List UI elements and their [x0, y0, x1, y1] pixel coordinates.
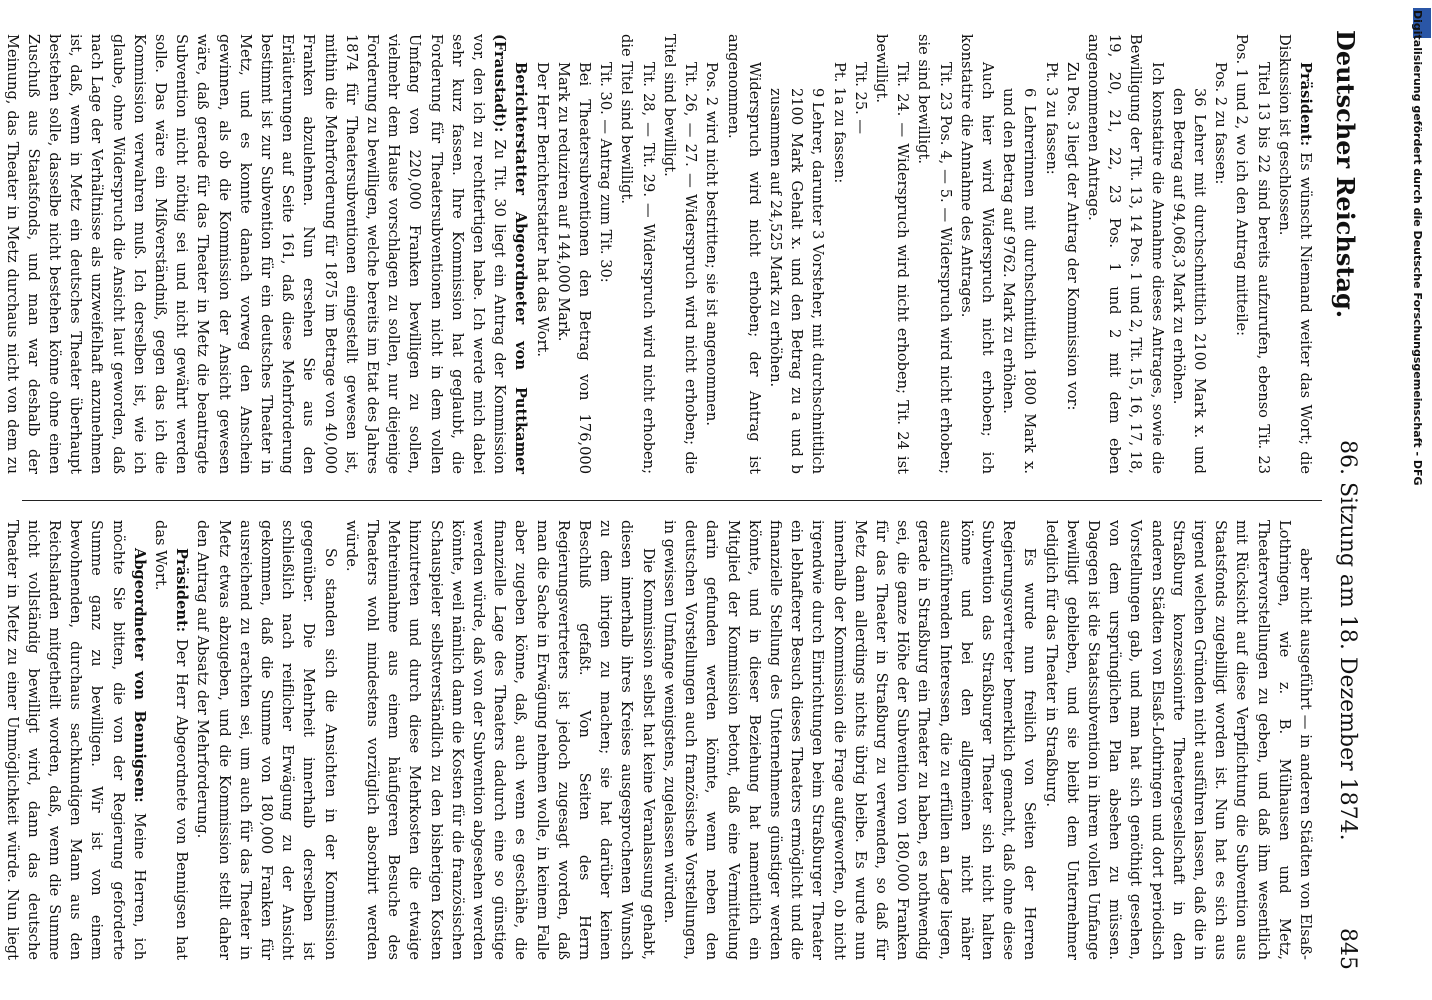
paragraph	[659, 34, 701, 474]
speaker-name: Berichterstatter Abgeordneter von Puttkamer (Fraustadt):	[491, 34, 530, 474]
paragraph	[701, 34, 722, 474]
paragraph-text: 6 Lehrerinnen mit durchschnittlich 1800 Mark x. und den Betrag auf 9762. Mark zu erhöhen.	[1000, 88, 1039, 474]
paragraph	[1210, 34, 1231, 474]
paragraph-text: Es wünscht Niemand weiter das Wort; die Diskussion ist geschlossen.	[1275, 34, 1314, 474]
paragraph	[765, 34, 829, 474]
paragraph	[1274, 34, 1316, 474]
paragraph-text: Tit. 26, — 27. — Widerspruch wird nicht erhoben; die Titel sind bewilligt.	[660, 34, 700, 474]
paragraph-text: Tit. 25. —	[851, 62, 869, 134]
paragraph	[341, 520, 659, 960]
paragraph	[871, 34, 913, 474]
paragraph-text: So standen sich die Ansichten in der Kommission gegenüber. Die Mehrheit innerhalb derselben ist schließlich nach reiflicher Erwägung zu der Ansicht gekommen, daß die Summe von 180,000 Franken für ausreichend zu erachten sei, um auch für das Theater in Metz etwas abzugeben, und die Kommission stellt daher den Antrag auf Absatz der Mehrforderung.	[194, 520, 339, 960]
column-divider	[22, 500, 1322, 501]
paragraph	[1062, 34, 1083, 474]
paragraph	[0, 34, 531, 474]
paragraph-text: Titel 13 bis 22 sind bereits aufzurufen, ebenso Tit. 23 Pos. 1 und 2, wo ich den Antrag mitteile:	[1233, 34, 1272, 474]
paragraph-text: Ich konstatire die Annahme dieses Antrages, sowie die Bewilligung der Tit. 13, 14 Pos. 1 und 2, Tit. 15, 16, 17, 18, 19, 20, 21, 22, 23 Pos. 1 und 2 mit dem eben angenommenen Antrage.	[1084, 34, 1166, 474]
speaker-name: Abgeordneter von Bennigsen:	[130, 548, 148, 803]
paragraph-text: Pos. 2 zu fassen:	[1212, 62, 1230, 185]
paragraph-text: Der Herr Berichterstatter hat das Wort.	[533, 62, 551, 358]
paragraph-text: Auch hier wird Widerspruch nicht erhoben; ich konstatire die Annahme des Antrages.	[957, 34, 996, 474]
paragraph	[1231, 34, 1273, 474]
session-title: 86. Sitzung am 18. Dezember 1874.	[1335, 440, 1360, 841]
paragraph-text: 36 Lehrer mit durchschnittlich 2100 Mark x. und den Betrag auf 94,068,3 Mark zu erhöhen.	[1169, 88, 1208, 474]
left-column	[3, 34, 1316, 474]
paragraph-text: Meine Herren, ich möchte Sie bitten, die von der Regierung geforderte Summe ganz zu bewilligen. Wir ist von einem bewohnenden, durchaus sachkundigen Mann aus den Reichslanden mitgetheilt worden, daß, wenn die Summe nicht vollständig bewilligt wird, dann das deutsche Theater in Metz zu einer Unmöglichkeit würde. Nun liegt	[3, 520, 148, 960]
paragraph-text: Tit. 24. — Widerspruch wird nicht erhoben; Tit. 24 ist bewilligt.	[872, 34, 912, 474]
publication-title: Deutscher Reichstag.	[1331, 30, 1360, 319]
paragraph	[531, 34, 552, 474]
paragraph-text: Zu Tit. 30 liegt ein Antrag der Kommission vor, den ich zu rechtfertigen habe. Ich werde mich dabei sehr kurz fassen. Ihre Kommission hat geglaubt, die Forderung für Theatersubventionen nicht in dem vollen Umfang von 220,000 Franken bewilligen zu sollen, vielmehr dem Hause vorschlagen zu sollen, nur diejenige Forderung zu bewilligen, welche bereits im Etat des Jahres 1874 für Theatersubventionen eingestellt gewesen ist, mithin die Mehrforderung für 1875 im Betrage von 40,000 Franken abzulehnen. Nun ersehen Sie aus den Erläuterungen auf Seite 161, daß diese Mehrforderung bestimmt ist zur Subvention für ein deutsches Theater in Metz, und es konnte danach vorweg den Anschein gewinnen, als ob die Kommission der Ansicht gewesen wäre, daß gerade für das Theater in Metz die beantragte Subvention nicht nöthig sei und nicht gewährt werden solle. Das wäre ein Mißverständniß, gegen das ich die Kommission verwahren muß. Ich derselben ist, wie ich glaube, ohne Widerspruch die Ansicht laut geworden, daß nach Lage der Verhältnisse als unzweifelhaft anzunehmen ist, daß, wenn in Metz ein deutsches Theater überhaupt bestehen solle, dasselbe nicht bestehen könne ohne einen Zuschuß aus Staatsfonds, und man war deshalb der Meinung, das Theater in Metz durchaus nicht von dem zu	[3, 34, 509, 474]
paragraph	[1083, 34, 1168, 474]
paragraph-text: aber nicht ausgeführt — in anderen Städten von Elsaß-Lothringen, wie z. B. Mülhausen und Metz, Theatervorstellungen zu geben, und daß ihm wesentlich mit Rücksicht auf diese Verpflichtung die Subvention aus Staatsfonds zugebilligt worden ist. Nun hat es sich aus irgend welchen Gründen nicht ausführen lassen, daß die in Straßburg konzessionirte Theatergesellschaft in den anderen Städten von Elsaß-Lothringen und dort periodisch Vorstellungen gab, und man hat sich genöthigt gesehen, von dem ursprünglichen Plan absehen zu müssen. Dagegen ist die Staatssubvention in ihrem vollen Umfange bewilligt geblieben, und sie bleibt dem Unternehmer lediglich für das Theater in Straßburg.	[1042, 520, 1314, 960]
paragraph	[616, 34, 658, 474]
paragraph	[913, 34, 955, 474]
paragraph-text: 9 Lehrer, darunter 3 Vorsteher, mit durchschnittlich 2100 Mark Gehalt x. und den Betrag zu a und b zusammen auf 24,525 Mark zu erhöhen.	[766, 88, 827, 474]
paragraph-text: Pos. 2 wird nicht bestritten; sie ist angenommen.	[703, 62, 721, 426]
page-number: 845	[1335, 928, 1360, 970]
paragraph	[150, 520, 192, 960]
funding-note: Digitalisierung gefördert durch die Deutsche Forschungsgemeinschaft - DFG	[1411, 10, 1424, 486]
paragraph	[1168, 34, 1210, 474]
paragraph	[595, 34, 616, 474]
paragraph-text: Widerspruch wird nicht erhoben; der Antrag ist angenommen.	[724, 34, 763, 474]
paragraph-text: Bei Theatersubventionen den Betrag von 176,000 Mark zu reduziren auf 144,000 Mark.	[554, 62, 594, 474]
paragraph	[1040, 520, 1316, 960]
paragraph	[956, 34, 998, 474]
paragraph	[722, 34, 764, 474]
paragraph-text: Tit. 28, — Tit. 29. — Widerspruch wird nicht erhoben; die Titel sind bewilligt.	[618, 34, 657, 474]
paragraph-text: Die Kommission selbst hat keine Veranlassung gehabt, diesen innerhalb ihres Kreises ausgesprochenen Wunsch zu dem ihrigen zu machen; sie hat darüber keinen Beschluß gefaßt. Von Seiten des Herrn Regierungsvertreters ist jedoch zugesagt worden, daß man die Sache in Erwägung nehmen wolle, in keinem Falle aber zugeben könne, daß, auch wenn es geschähe, die finanzielle Lage des Theaters dadurch eine so günstige werden würde, daß von der Subvention abgesehen werden könnte, weil nämlich dann die Kosten für die französischen Schauspieler selbstverständlich zu den bisherigen Kosten hinzutreten und durch diese Mehrkosten die etwaige Mehreinnahme aus einem häufigeren Besuche des Theaters wohl mindestens vorzüglich absorbirt werden würde.	[342, 520, 657, 960]
paragraph	[659, 520, 1041, 960]
paragraph	[192, 520, 340, 960]
page-header	[1332, 30, 1366, 970]
paragraph-text: Der Herr Abgeordnete von Bennigsen hat das Wort.	[152, 520, 191, 960]
speaker-name: Präsident:	[173, 548, 191, 633]
paragraph-text: Pt. 1a zu fassen:	[830, 62, 848, 184]
paragraph	[0, 520, 150, 960]
paragraph	[850, 34, 871, 474]
paragraph-text: Zu Pos. 3 liegt der Antrag der Kommission vor:	[1063, 62, 1081, 411]
paragraph-text: Pt. 3 zu fassen:	[1042, 62, 1060, 175]
paragraph	[828, 34, 849, 474]
paragraph-text: Tit. 30. — Antrag zum Tit. 30:	[597, 62, 615, 283]
paragraph	[553, 34, 595, 474]
paragraph-text: Tit. 23 Pos. 4, — 5. — Widerspruch wird nicht erhoben; sie sind bewilligt.	[915, 34, 954, 474]
paragraph	[998, 34, 1040, 474]
paragraph	[1040, 34, 1061, 474]
paragraph-text: Es wurde nun freilich von Seiten der Herren Regierungsvertreter bemerklich gemacht, daß ohne diese Subvention das Straßburger Theater sich nicht halten könne und bei den allgemeinen nicht näher auszuführenden Interessen, die zu erfüllen an Lage liegen, gerade in Straßburg ein Theater zu haben, es nothwendig sei, die ganze Höhe der Subvention von 180,000 Franken für das Theater in Straßburg zu verwenden, so daß für Metz dann allerdings nichts übrig bleibe. Es wurde nun innerhalb der Kommission die Frage aufgeworfen, ob nicht irgendwie durch Einrichtungen beim Straßburger Theater ein lebhafterer Besuch dieses Theaters ermöglicht und die finanzielle Stellung des Unternehmens günstiger werden könnte, und in dieser Beziehung hat namentlich ein Mitglied der Kommission betont, daß eine Vermittelung darin gefunden werden könnte, wenn neben den deutschen Vorstellungen auch französische Vorstellungen, in gewissen Umfange wenigstens, zugelassen würden.	[660, 520, 1039, 960]
right-column	[3, 520, 1316, 960]
speaker-name: Präsident:	[1297, 62, 1314, 147]
